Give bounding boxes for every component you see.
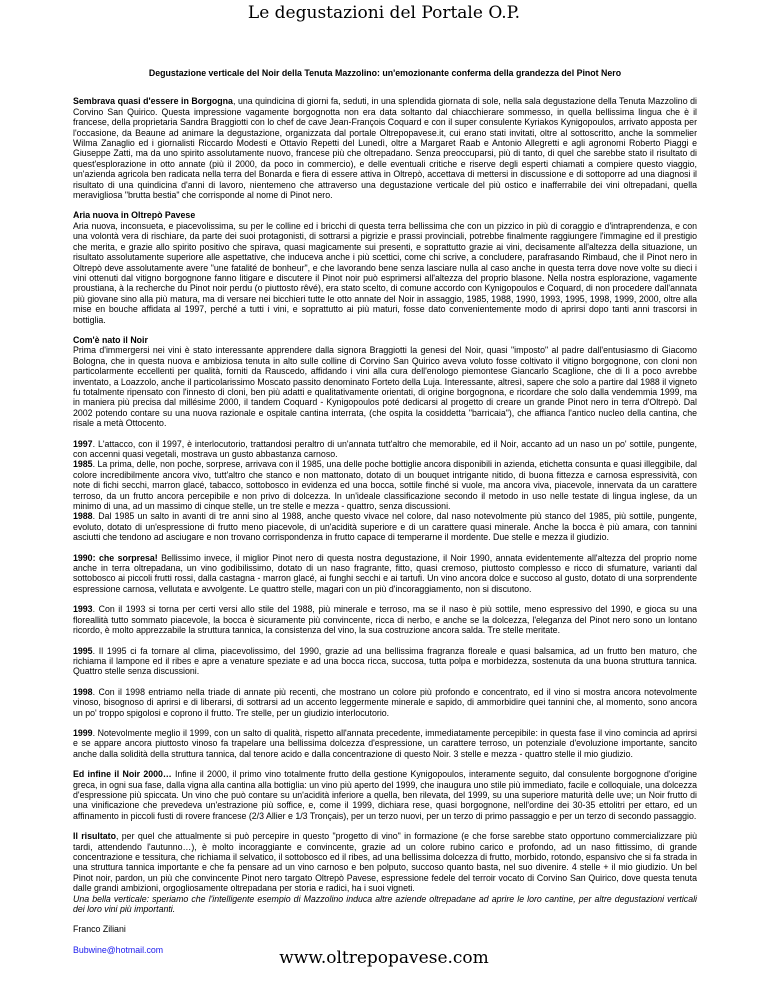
vintage-year-1993: 1993 — [73, 604, 93, 615]
conclusion-italic: Una bella verticale: speriamo che l'intelligente esempio di Mazzolino induca altre aziende oltrepadane ad aprire le loro cantine, per altre degustazioni verticali dei loro vini più importanti. — [73, 893, 697, 915]
vintage-paragraph-1993 — [73, 604, 697, 635]
vintage-year-1985: 1985 — [73, 459, 93, 470]
conclusion-text: , per quel che attualmente si può percepire in questo "progetto di vino" in formazione (e che forse sarebbe stato opportuno commercializzare più tardi, attendendo l'autunno…), è molto incoraggiante e convincente, grazie ad un colore rubino carico e profondo, ad un naso fittissimo, di grande concentrazione e tessitura, che richiama il selvatico, il sottobosco ed il ribes, ad una bellissima dolcezza di frutto, morbido, rotondo, espansivo che si fa strada in una struttura tannica importante e che fa pensare ad un vino carnoso e ben polputo, succoso quanto basta, nel suo divenire. 4 stelle + il mio giudizio. Un bel Pinot noir, pardon, un più che convincente Pinot nero targato Oltrepò Pavese, espressione fedele del terroir vocato di Corvino San Quirico, dove questa tenuta dalle grandi ambizioni, orgogliosamente oltrepadana per storia e radici, ha i suoi vigneti. — [73, 831, 697, 894]
vintage-text-1998: . Con il 1998 entriamo nella triade di annate più recenti, che mostrano un colore più profondo e concentrato, ed il vino si mostra ancora notevolmente vinoso, bisognoso di aprirsi e di liberarsi, di sottrarsi ad un accento leggermente minerale e sapido, di ammorbidire quei tannini che, al momento, sono ancora un po' troppo spigolosi e coprono il frutto. Tre stelle, per un giudizio interlocutorio. — [73, 686, 697, 718]
intro-lead: Sembrava quasi d'essere in Borgogna — [73, 96, 233, 107]
vintage-paragraph-1999 — [73, 728, 697, 759]
vintage-year-2000: Ed infine il Noir 2000… — [73, 769, 172, 780]
vintage-year-1995: 1995 — [73, 645, 93, 656]
vintage-text-1995: . Il 1995 ci fa tornare al clima, piacevolissimo, del 1990, grazie ad una bellissima fragranza floreale e quasi balsamica, ad un frutto ben maturo, che richiama il lampone ed il ribes e apre a venature speziate e ad una bocca ricca, succosa, tutta polpa e morbidezza, sostenuta da una buona struttura tannica. Quattro stelle senza discussioni. — [73, 645, 697, 677]
vintage-paragraph-1990 — [73, 553, 697, 595]
section-body-aria-nuova: Aria nuova, inconsueta, e piacevolissima, su per le colline ed i bricchi di questa terra bellissima che con un pizzico in più di coraggio e d'intraprendenza, e con una volontà vera di rischiare, da parte dei suoi protagonisti, di sottrarsi a pigrizie e prassi provinciali, potrebbe finalmente raggiungere l'immagine ed il prestigio che merita, e grazie allo spirito positivo che spirava, quasi magicamente sui presenti, e soprattutto grazie ai vini, decisamente all'altezza della situazione, un risultato assolutamente superiore alle aspettative, che induceva anche i più scettici, come chi scrive, a concludere, parafrasando Rimbaud, che il Pinot nero in Oltrepò deve assolutamente avere "une fatalité de bonheur", e che lavorando bene senza lasciare nulla al caso anche in questa terra dove nove volte su dieci i vini ottenuti dal vitigno borgognone fanno litigare e discutere il Pinot noir può esprimersi all'altezza del proprio blasone. Nella nostra esplorazione, vagamente proustiana, à la recherche du Pinot noir perdu (o piuttosto rêvé), era stato scelto, di comune accordo con Kynigopoulos e Coquard, di non procedere dall'annata più giovane sino alla più matura, ma di versare nei bicchieri tutte le otto annate del Noir in assaggio, 1985, 1988, 1990, 1993, 1995, 1998, 1999, 2000, oltre alla mise en bouche affidata al 1997, perché a tutti i vini, e soprattutto ai più maturi, fosse dato convenientemente modo di aprirsi dopo tanti anni trascorsi in bottiglia. — [73, 220, 697, 325]
vintage-group-1997-1985-1988 — [73, 439, 697, 543]
vintage-paragraph-1998 — [73, 687, 697, 718]
vintage-text-2000: Infine il 2000, il primo vino totalmente frutto della gestione Kynigopoulos, interamente seguito, dal consulente borgognone d'origine greca, in ogni sua fase, dalla vigna alla cantina alla bottiglia: un vino più aperto del 1999, che inaugura uno stile più immediato, facile e colloquiale, una dolcezza d'espressione più spiccata. Un vino che può contare su un'acidità inferiore a quella, ben rilevata, del 1999, su una superiore maturità delle uve; un Noir frutto di una vinificazione che prevedeva un'estrazione più soffice, e, come il 1999, dichiara rese, quasi borgognone, nell'ordine dei 30-35 ettolitri per ettaro, ed un affinamento in piccoli fusti di rovere francese (2/3 Allier e 1/3 Tronçais), per un terzo nuovi, per un terzo di primo passaggio e per un terzo di secondo passaggio. — [73, 769, 698, 821]
vintage-year-1998: 1998 — [73, 686, 93, 697]
vintage-text-1999: . Notevolmente meglio il 1999, con un salto di qualità, rispetto all'annata precedente, immediatamente percepibile: in questa fase il vino comincia ad aprirsi e se appare ancora piuttosto vinoso fa trapelare una bellissima dolcezza d'espressione, un carattere terroso, un potenziale d'evoluzione importante, sancito anche dalla solidità della struttura tannica, dal tenore acido e dalla concentrazione di questo Noir. 3 stelle e mezza - quattro stelle il mio giudizio. — [73, 727, 697, 759]
author-email-link[interactable]: Bubwine@hotmail.com — [73, 944, 164, 955]
vintage-text-1993: . Con il 1993 si torna per certi versi allo stile del 1988, più minerale e terroso, ma se il naso è più sottile, meno espressivo del 1990, e gioca su una floreallità tutto sommato piacevole, la bocca è sicuramente più convincente, ricca di nerbo, e anche se la dolcezza, l'eleganza del Pinot nero sono un lontano ricordo, è molto apprezzabile la struttura tannica, la consistenza del vino, la sua costruzione ancora salda. Tre stelle meritate. — [73, 604, 697, 636]
vintage-year-1988: 1988 — [73, 511, 93, 522]
intro-text: , una quindicina di giorni fa, seduti, in una splendida giornata di sole, nella sala degustazione della Tenuta Mazzolino di Corvino San Quirico. Questa impressione vagamente borgognotta non era data soltanto dal chiacchierare sommesso, in quella bellissima lingua che è il francese, della proprietaria Sandra Braggiotti con lo chef de cave Jean-François Coquard e con il super consulente Kyriakos Kynigopoulos, arrivato apposta per l'occasione, da Beaune ad animare la degustazione, organizzata dal portale Oltrepopavese.it, cui erano stati invitati, oltre al sottoscritto, anche la sommelier Wilma Zanaglio ed i giornalisti Riccardo Modesti e Ottavio Repetti del Lunedì, oltre a Margaret Raab e Antonio Allegretti e agli agronomi Roberto Piaggi e Giuseppe Zatti, ma da uno spirito assolutamente nuovo, francese più che oltrepadano. Senza preoccuparsi, più di tanto, di quel che sarebbe stato il risultato di quest'esplorazione in otto annate (più il 2000, da poco in commercio), e delle eventuali critiche e riserve degli esperti chiamati a compiere questo viaggio, un'azienda agricola ben radicata nella terra del Bonarda e fiera di essere attiva in Oltrepò, accettava di mettersi in discussione e di sottoporre ad una diagnosi il risultato di una quindicina d'anni di lavoro, nientemeno che attraverso una degustazione verticale del più ostico e inafferrabile dei vini oltrepadani, quella meravigliosa "brutta bestia" che corrisponde al nome di Pinot nero. — [73, 96, 697, 201]
conclusion-paragraph — [73, 831, 697, 914]
vintage-text-1990: Bellissimo invece, il miglior Pinot nero di questa nostra degustazione, il Noir 1990, annata evidentemente all'altezza del proprio nome anche in terra oltrepadana, un vino godibilissimo, dotato di un naso fragrante, fitto, quasi cremoso, piuttosto complesso e ricco di sfumature, varianti dal sottobosco ai piccoli frutti rossi, dalla castagna - marron glacé, ai funghi secchi e ai tartufi. Un vino ancora dolce e succoso al gusto, dotato di una sorprendente espressione carnosa, vellutata e avvolgente. Le quattro stelle, magari con un più d'incoraggiamento, non si discutono. — [73, 552, 697, 594]
vintage-text-1997: . L'attacco, con il 1997, è interlocutorio, trattandosi peraltro di un'annata tutt'altro che memorabile, ed il Noir, accanto ad un naso un po' sottile, pungente, con accenni quasi vegetali, mostrava un gusto abbastanza carnoso. — [73, 438, 697, 459]
vintage-year-1990: 1990: che sorpresa! — [73, 552, 158, 563]
vintage-paragraph-1995 — [73, 646, 697, 677]
page-footer-url: www.oltrepopavese.com — [279, 948, 489, 968]
section-body-come-nato: Prima d'immergersi nei vini è stato interessante apprendere dalla signora Braggiotti la genesi del Noir, quasi "imposto" al padre dall'entusiasmo di Giacomo Bologna, che in questa nuova e ambiziosa tenuta in alto sulle colline di Corvino San Quirico aveva voluto fosse coltivato il vitigno borgognone, con cloni non particolarmente eccellenti per qualità, forniti da Rauscedo, affidando i vini alla cura dell'enologo piemontese Giancarlo Scaglione, che di lì a poco avrebbe inventato, a Loazzolo, anche il particolarissimo Moscato passito denominato Forteto della Luja. Interessante, altresì, sapere che solo a partire dal 1988 il vigneto fu totalmente ripensato con l'innesto di cloni, ben più adatti e qualitativamente orientati, di origine borgognona, e ricordare che solo dalla vendemmia 1999, ma in maniera più precisa dal millésime 2000, il tandem Coquard - Kynigopoulos poté dedicarsi al progetto di creare un grande Pinot nero in terra d'Oltrepò. Dal 2002 potendo contare su una nuova razionale e ospitale cantina interrata, (che ospita la cosiddetta "barricaia"), che affianca l'antico nucleo della cantina, che risale a metà Ottocento. — [73, 345, 697, 429]
vintage-year-1999: 1999 — [73, 727, 93, 738]
vintage-year-1997: 1997 — [73, 438, 93, 449]
section-title-come-nato: Com'è nato il Noir — [73, 334, 148, 345]
page-header: Le degustazioni del Portale O.P. — [247, 3, 521, 23]
intro-paragraph — [73, 96, 697, 200]
article — [73, 52, 698, 955]
author-signature: Franco Ziliani — [73, 924, 126, 935]
vintage-text-1985: . La prima, delle, non poche, sorprese, arrivava con il 1985, una delle poche bottiglie ancora disponibili in azienda, etichetta consunta e quasi illeggibile, dal colore incredibilmente ancora vivo, tutt'altro che stanco e non mattonato, dotato di un bouquet intrigante nitido, di buona fittezza e carnosa espressività, con note di fichi secchi, marron glacé, tabacco, sottobosco in evidenza ed una bocca, sottile finché si vuole, ma ancora viva, piacevole, innervata da un carattere terroso, da un frutto ancora percepibile e non privo di dolcezza. In un'ideale classificazione secondo il metodo in uso nelle testate di lingua inglese, da un minimo di una, ad un massimo di cinque stelle, un tre stelle e mezza - quattro, senza discussioni. — [73, 459, 697, 512]
vintage-paragraph-2000 — [73, 769, 697, 821]
section-title-aria-nuova: Aria nuova in Oltrepò Pavese — [73, 210, 196, 221]
vintage-text-1988: . Dal 1985 un salto in avanti di tre anni sino al 1988, anche questo vivace nel colore, dal naso notevolmente più stanco del 1985, più sottile, pungente, evoluto, dotato di un'espressione di frutto meno piacevole, di un'acidità superiore e di un carattere quasi minerale. Anche la bocca è più amara, con tannini asciutti che tendono ad asciugare e non trovano corrispondenza in frutto capace di temperarne il mordente. Due stelle e mezza il giudizio. — [73, 511, 697, 543]
conclusion-lead: Il risultato — [73, 831, 116, 842]
article-title: Degustazione verticale del Noir della Tenuta Mazzolino: un'emozionante conferma della grandezza del Pinot Nero — [148, 68, 622, 78]
